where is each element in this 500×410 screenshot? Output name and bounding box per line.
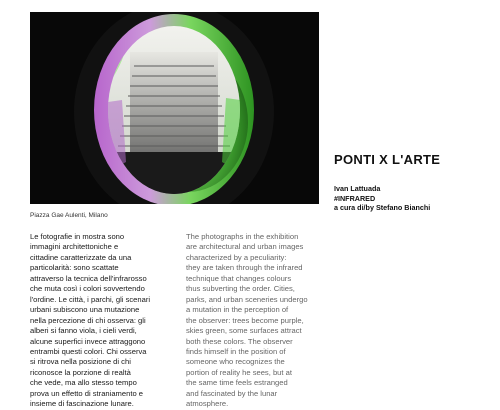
- body-text-english: [186, 232, 336, 410]
- paragraph-line: both these colors. The observer: [186, 336, 293, 346]
- paragraph-line: che vede, ma allo stesso tempo: [30, 378, 137, 388]
- paragraph-line: nella percezione di chi osserva: gli: [30, 315, 146, 325]
- paragraph-line: prova un effetto di straniamento e: [30, 388, 143, 398]
- paragraph-line: are architectural and urban images: [186, 242, 304, 252]
- paragraph-line: entrambi questi colori. Chi osserva: [30, 346, 147, 356]
- paragraph-line: che muta così i colori sovvertendo: [30, 284, 145, 294]
- paragraph-line: atmosphere.: [186, 399, 229, 409]
- paragraph-line: cittadine caratterizzate da una: [30, 252, 132, 262]
- paragraph-line: technique that changes colours: [186, 273, 292, 283]
- exhibition-photo: [30, 12, 319, 204]
- paragraph-line: thus subverting the order. Cities,: [186, 284, 295, 294]
- credit-photographer: Ivan Lattuada: [334, 184, 381, 193]
- infrared-building-image: [30, 12, 319, 204]
- photo-caption: Piazza Gae Aulenti, Milano: [30, 212, 108, 219]
- paragraph-line: skies green, some surfaces attract: [186, 326, 302, 336]
- credit-hashtag: #INFRARED: [334, 193, 376, 203]
- paragraph-line: immagini architettoniche e: [30, 242, 119, 252]
- paragraph-line: parks, and urban sceneries undergo: [186, 294, 308, 304]
- paragraph-line: a mutation in the perception of: [186, 305, 289, 315]
- paragraph-line: portion of reality he sees, but at: [186, 367, 292, 377]
- paragraph-line: finds himself in the position of: [186, 346, 286, 356]
- credit-curator: a cura di/by Stefano Bianchi: [334, 203, 431, 213]
- paragraph-line: urbani subiscono una mutazione: [30, 305, 140, 315]
- paragraph-line: riconosce la porzione di realtà: [30, 367, 131, 377]
- exhibition-title: PONTI X L'ARTE: [334, 152, 441, 167]
- body-text-italian: [30, 232, 180, 410]
- paragraph-line: alberi si fanno viola, i cieli verdi,: [30, 326, 137, 336]
- paragraph-line: the observer: trees become purple,: [186, 315, 304, 325]
- paragraph-line: the same time feels estranged: [186, 378, 288, 388]
- paragraph-line: someone who recognizes the: [186, 357, 285, 367]
- paragraph-line: and fascinated by the lunar: [186, 388, 278, 398]
- paragraph-line: they are taken through the infrared: [186, 263, 303, 273]
- paragraph-line: attraverso la tecnica dell'infrarosso: [30, 273, 147, 283]
- paragraph-line: particolarità: sono scattate: [30, 263, 119, 273]
- paragraph-line: The photographs in the exhibition: [186, 232, 299, 241]
- paragraph-line: alcune superfici invece attraggono: [30, 336, 146, 346]
- paragraph-line: characterized by a peculiarity:: [186, 252, 287, 262]
- paragraph-line: si ritrova nella posizione di chi: [30, 357, 131, 367]
- paragraph-line: l'ordine. Le città, i parchi, gli scenari: [30, 294, 151, 304]
- paragraph-line: insieme di fascinazione lunare.: [30, 399, 134, 409]
- paragraph-line: Le fotografie in mostra sono: [30, 232, 125, 241]
- credits-block: [334, 184, 430, 213]
